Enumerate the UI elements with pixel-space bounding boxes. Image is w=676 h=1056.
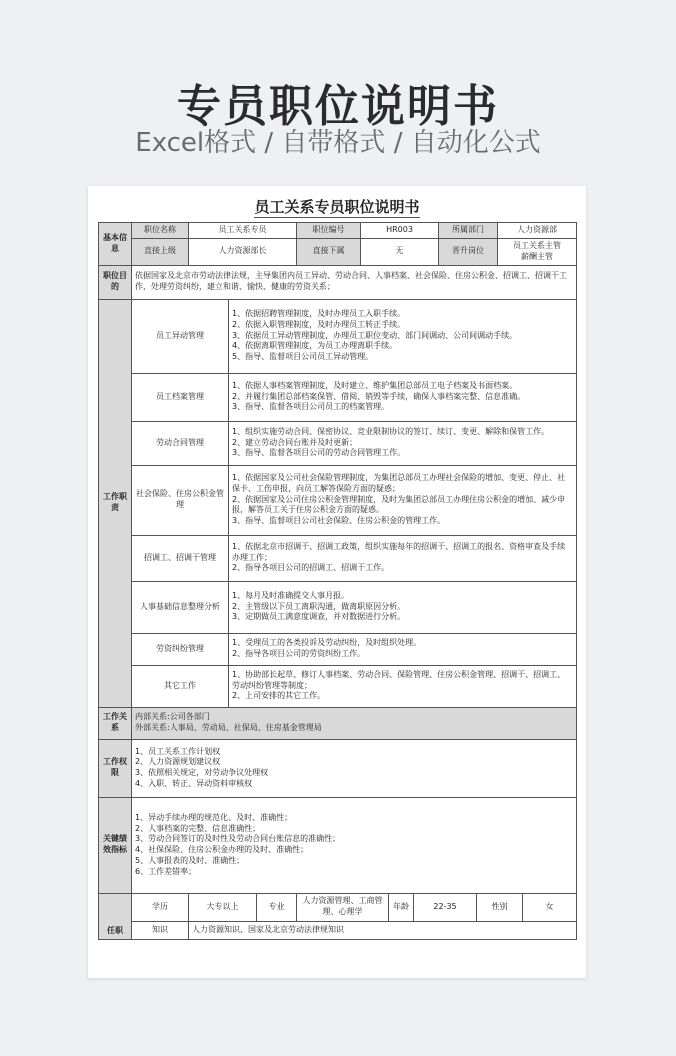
section-kpi: 关键绩效指标 [99, 797, 132, 893]
cell-value: 大专以上 [189, 893, 257, 921]
authority-line: 2、人力资源规划建议权 [135, 757, 221, 767]
cell-value: 人力资源部长 [189, 239, 297, 266]
cell-label: 直接上级 [132, 239, 189, 266]
kpi-line: 2、人事档案的完整、信息准确性； [135, 823, 261, 833]
cell-label: 年龄 [389, 893, 414, 921]
duty-line: 3、依据员工异动管理制度，办理员工职位变动、部门间调动、公司间调动手续。 [232, 330, 518, 340]
duty-category: 人事基础信息整理分析 [132, 581, 229, 633]
cell-value: 人力资源知识、国家及北京劳动法律规知识 [189, 921, 577, 939]
duty-line: 1、协助部长起草、修订人事档案、劳动合同、保险管理、住房公积金管理、招调干、招调工、劳动纠纷管理等制度； [232, 669, 566, 690]
section-purpose: 职位目的 [99, 265, 132, 299]
duty-lines [229, 299, 577, 373]
relation-line: 外部关系:人事局、劳动局、社保局、住房基金管理局 [135, 723, 322, 733]
kpi-line: 3、劳动合同签订的及时性及劳动合同台账信息的准确性； [135, 834, 341, 844]
duty-line: 3、指导、监督各项目公司员工的档案管理。 [232, 402, 390, 412]
authority-lines [132, 739, 577, 797]
cell-value: 女 [523, 893, 577, 921]
cell-value: 人力资源部 [498, 223, 577, 239]
duty-lines [229, 633, 577, 665]
duty-category: 其它工作 [132, 665, 229, 707]
cell-value: 人力资源管理、工商管理、心理学 [297, 893, 389, 921]
duty-line: 1、每月及时准确提交人事月报。 [232, 590, 350, 600]
duty-lines [229, 373, 577, 421]
duty-category: 劳动合同管理 [132, 421, 229, 465]
cell-value: HR003 [361, 223, 439, 239]
duty-line: 1、组织实施劳动合同、保密协议、竞业限制协议的签订、续订、变更、解除和保管工作。 [232, 426, 550, 436]
cell-value: 22-35 [414, 893, 477, 921]
hero-title: 专员职位说明书 [177, 81, 499, 132]
document-sheet [88, 186, 586, 978]
duty-category: 员工档案管理 [132, 373, 229, 421]
job-description-table [98, 222, 577, 940]
duty-line: 1、受理员工的各类投诉及劳动纠纷，及时组织处理。 [232, 638, 422, 648]
duty-lines [229, 421, 577, 465]
duty-line: 1、依据人事档案管理制度，及时建立、维护集团总部员工电子档案及书面档案。 [232, 380, 518, 390]
duty-line: 4、依据离职管理制度，为员工办理离职手续。 [232, 341, 398, 351]
duty-line: 1、依据北京市招调干、招调工政策，组织实施每年的招调干、招调工的报名、资格审查及手续办理工作； [232, 541, 566, 562]
duty-line: 2、指导各项目公司的劳资纠纷工作。 [232, 649, 366, 659]
duty-line: 2、依据入职管理制度，及时办理员工转正手续。 [232, 319, 406, 329]
cell-label: 直接下属 [297, 239, 361, 266]
cell-value: 员工关系专员 [189, 223, 297, 239]
duty-line: 1、依据国家及公司社会保险管理制度，为集团总部员工办理社会保险的增加、变更、停止、社保卡、工伤申报，向员工解答保险方面的疑惑； [232, 473, 566, 493]
section-qualifications: 任职 [99, 893, 132, 939]
duty-line: 2、并履行集团总部档案保管、借阅、销毁等手续，确保人事档案完整、信息准确。 [232, 391, 526, 401]
relation-line: 内部关系:公司各部门 [135, 712, 210, 722]
section-duties: 工作职责 [99, 299, 132, 707]
duty-lines [229, 535, 577, 581]
duty-line: 5、指导、监督项目公司员工异动管理。 [232, 352, 374, 362]
duty-lines [229, 665, 577, 707]
duty-line: 2、依据国家及公司住房公积金管理制度，及时为集团总部员工办理住房公积金的增加、减少申报，解答员工关于住房公积金方面的疑惑。 [232, 494, 566, 515]
duty-category: 招调工、招调干管理 [132, 535, 229, 581]
duty-category: 员工异动管理 [132, 299, 229, 373]
duty-line: 2、主管级以下员工离职沟通，做离职原因分析。 [232, 601, 406, 611]
hero-subtitle: Excel格式 / 自带格式 / 自动化公式 [135, 128, 541, 158]
authority-line: 3、依照相关规定，对劳动争议处理权 [135, 768, 269, 778]
authority-line: 1、员工关系工作计划权 [135, 746, 221, 756]
kpi-lines [132, 797, 577, 893]
kpi-line: 5、人事报表的及时、准确性； [135, 855, 245, 865]
document-title: 员工关系专员职位说明书 [254, 198, 420, 216]
duty-line: 3、指导、监督各项目公司的劳动合同管理工作。 [232, 448, 406, 458]
cell-label: 学历 [132, 893, 189, 921]
cell-value: 无 [361, 239, 439, 266]
duty-line: 2、建立劳动合同台账并及时更新； [232, 437, 358, 447]
cell-value: 员工关系主管 薪酬主管 [498, 239, 577, 266]
cell-label: 职位名称 [132, 223, 189, 239]
cell-label: 晋升岗位 [439, 239, 498, 266]
kpi-line: 1、异动手续办理的规范化、及时、准确性； [135, 812, 293, 822]
authority-line: 4、入职、转正、异动资料审核权 [135, 778, 253, 788]
duty-line: 3、定期做员工满意度调查，并对数据进行分析。 [232, 612, 406, 622]
cell-label: 职位编号 [297, 223, 361, 239]
purpose-text: 依据国家及北京市劳动法律法规，主导集团内员工异动、劳动合同、人事档案、社会保险、住房公积金、招调工、招调干工作，处理劳资纠纷，建立和谐、愉快、健康的劳资关系； [132, 265, 577, 299]
relations-lines [132, 707, 577, 739]
section-authority: 工作权限 [99, 739, 132, 797]
duty-lines [229, 581, 577, 633]
kpi-line: 4、社保保险、住房公积金办理的及时、准确性； [135, 845, 309, 855]
duty-line: 1、依据招聘管理制度，及时办理员工入职手续。 [232, 309, 406, 319]
duty-category: 社会保险、住房公积金管理 [132, 465, 229, 535]
duty-line: 2、指导各项目公司的招调工、招调干工作。 [232, 563, 390, 573]
section-basic-info: 基本信息 [99, 223, 132, 266]
section-relations: 工作关系 [99, 707, 132, 739]
duty-lines [229, 465, 577, 535]
cell-label: 知识 [132, 921, 189, 939]
duty-category: 劳资纠纷管理 [132, 633, 229, 665]
cell-label: 性别 [477, 893, 523, 921]
kpi-line: 6、工作差错率； [135, 866, 197, 876]
cell-label: 专业 [257, 893, 297, 921]
duty-line: 3、指导、监督项目公司社会保险、住房公积金的管理工作。 [232, 516, 446, 526]
duty-line: 2、上司安排的其它工作。 [232, 691, 326, 701]
cell-label: 所属部门 [439, 223, 498, 239]
